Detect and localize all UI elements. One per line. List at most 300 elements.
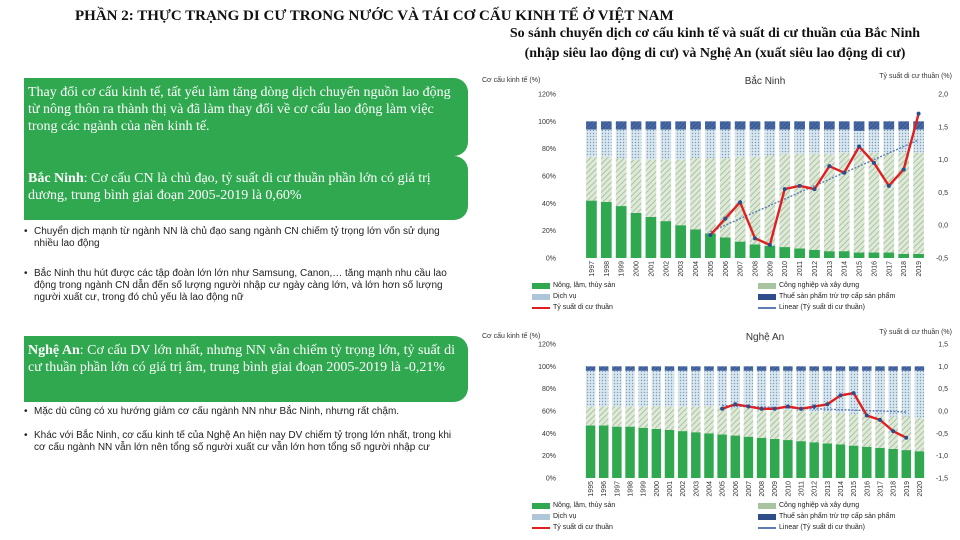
bar-industry	[854, 154, 865, 252]
x-tick-label: 2014	[838, 481, 845, 497]
legend-trend: Linear (Tỷ suất di cư thuần)	[758, 304, 865, 311]
bar-taxes	[824, 121, 835, 129]
x-tick-label: 2018	[890, 481, 898, 497]
bar-industry	[691, 407, 700, 433]
x-tick-label: 1999	[640, 481, 648, 497]
migration-point	[827, 164, 831, 168]
bar-service	[794, 130, 805, 155]
y2-tick-label: 1,0	[938, 363, 948, 371]
bar-taxes	[796, 366, 805, 370]
y2-axis-label: Tỷ suất di cư thuần (%)	[879, 73, 952, 80]
bar-industry	[652, 407, 661, 429]
bar-taxes	[717, 366, 726, 370]
bar-taxes	[599, 366, 608, 370]
y2-tick-label: 2,0	[938, 91, 948, 99]
bar-industry	[586, 407, 595, 426]
bar-industry	[915, 418, 924, 452]
nghean-bullets	[24, 406, 454, 462]
bar-taxes	[612, 366, 621, 370]
migration-point	[733, 402, 737, 406]
bacninh-name: Bắc Ninh	[28, 171, 84, 186]
y-tick-label: 20%	[541, 228, 556, 236]
legend-agri: Nông, lâm, thủy sản	[532, 502, 615, 509]
bar-industry	[678, 407, 687, 432]
bar-taxes	[625, 366, 634, 370]
bar-industry	[796, 411, 805, 441]
bar-taxes	[704, 366, 713, 370]
bar-service	[750, 130, 761, 157]
bar-agri	[665, 430, 674, 478]
y2-tick-label: 1,5	[938, 124, 948, 132]
bar-agri	[839, 251, 850, 258]
bar-service	[839, 130, 850, 153]
migration-point	[878, 418, 882, 422]
y2-tick-label: 1,5	[938, 341, 948, 349]
x-tick-label: 2005	[707, 261, 715, 277]
bar-agri	[770, 439, 779, 478]
bar-agri	[757, 438, 766, 478]
y2-tick-label: 0,0	[938, 222, 948, 230]
bar-industry	[704, 407, 713, 434]
bar-taxes	[665, 366, 674, 370]
legend-migration: Tỷ suất di cư thuần	[532, 524, 613, 531]
bar-taxes	[875, 366, 884, 370]
slide-title: PHẦN 2: THỰC TRẠNG DI CƯ TRONG NƯỚC VÀ TÁI CƠ CẤU KINH TẾ Ở VIỆT NAM	[75, 8, 674, 24]
bar-taxes	[794, 121, 805, 129]
bar-industry	[720, 158, 731, 237]
bar-agri	[915, 451, 924, 478]
bar-industry	[705, 158, 716, 233]
x-tick-label: 2016	[864, 481, 872, 497]
x-tick-label: 2016	[871, 261, 879, 277]
bar-taxes	[765, 121, 776, 129]
bar-agri	[902, 450, 911, 478]
bar-agri	[913, 254, 924, 258]
x-tick-label: 2010	[785, 481, 793, 497]
legend-service: Dịch vụ	[532, 293, 576, 300]
bar-taxes	[902, 366, 911, 370]
x-tick-label: 1997	[588, 261, 596, 277]
migration-point	[902, 167, 906, 171]
migration-point	[783, 187, 787, 191]
bar-service	[869, 130, 880, 153]
bacninh-box	[24, 156, 468, 220]
bar-agri	[875, 448, 884, 478]
bar-agri	[854, 253, 865, 258]
migration-point	[839, 393, 843, 397]
migration-point	[812, 405, 816, 409]
bar-industry	[601, 157, 612, 202]
bar-agri	[631, 213, 642, 258]
bar-taxes	[601, 121, 612, 129]
bacninh-bullet: • Chuyển dịch mạnh từ ngành NN là chủ đạo sang ngành CN chiếm tỷ trọng lớn vốn sử dụng nhiều lao động	[24, 226, 454, 250]
bar-agri	[849, 446, 858, 478]
migration-point	[786, 405, 790, 409]
bacninh-bullets	[24, 226, 454, 312]
x-tick-label: 2015	[851, 481, 859, 497]
y-tick-label: 100%	[538, 118, 556, 126]
bar-industry	[883, 153, 894, 253]
bar-service	[678, 371, 687, 407]
bar-agri	[898, 254, 909, 258]
x-tick-label: 2008	[752, 261, 760, 277]
x-tick-label: 1996	[601, 481, 609, 497]
bacninh-chart-svg	[478, 66, 960, 292]
legend-industry: Công nghiệp và xây dựng	[758, 502, 859, 509]
bar-agri	[612, 427, 621, 478]
x-tick-label: 2002	[680, 481, 688, 497]
bar-taxes	[898, 121, 909, 129]
bar-service	[631, 130, 642, 160]
bar-service	[586, 130, 597, 157]
bar-service	[824, 130, 835, 155]
bar-agri	[744, 437, 753, 478]
bar-industry	[599, 407, 608, 426]
bar-industry	[809, 154, 820, 250]
bar-industry	[616, 158, 627, 206]
x-tick-label: 2014	[841, 261, 849, 277]
bar-taxes	[883, 121, 894, 129]
x-tick-label: 2007	[737, 261, 745, 277]
x-tick-label: 2013	[824, 481, 832, 497]
bar-agri	[646, 217, 657, 258]
bar-agri	[599, 426, 608, 478]
nghean-text: : Cơ cấu DV lớn nhất, nhưng NN vẫn chiếm tỷ trọng lớn, tỷ suất di cư thuần phần lớn có giá trị âm, trung bình giai đoạn 2005-2019 là -0,21%	[28, 343, 455, 375]
migration-point	[773, 407, 777, 411]
y-tick-label: 60%	[541, 408, 556, 416]
x-tick-label: 2020	[916, 481, 924, 497]
x-tick-label: 2001	[648, 261, 656, 277]
x-tick-label: 2009	[772, 481, 780, 497]
bar-industry	[757, 409, 766, 438]
bar-service	[915, 371, 924, 418]
bar-industry	[744, 408, 753, 437]
migration-point	[768, 243, 772, 247]
bar-taxes	[836, 366, 845, 370]
x-tick-label: 2013	[826, 261, 834, 277]
bar-agri	[616, 206, 627, 258]
bar-service	[599, 371, 608, 407]
bar-taxes	[678, 366, 687, 370]
bar-agri	[794, 248, 805, 258]
bar-agri	[809, 442, 818, 478]
bar-taxes	[888, 366, 897, 370]
migration-point	[891, 429, 895, 433]
bar-service	[665, 371, 674, 407]
migration-point	[842, 171, 846, 175]
bacninh-bullet: • Bắc Ninh thu hút được các tập đoàn lớn lớn như Samsung, Canon,… tăng mạnh nhu cầu lao động trong ngành CN dẫn đến số lượng người nhập cư ngày càng lớn, và lớn hơn số lượng người xuất cư, trong đó chủ yếu là lao động nữ	[24, 268, 454, 304]
bar-service	[616, 130, 627, 159]
x-tick-label: 2010	[782, 261, 790, 277]
bar-industry	[646, 160, 657, 217]
x-tick-label: 1998	[603, 261, 611, 277]
migration-point	[760, 407, 764, 411]
bar-service	[638, 371, 647, 407]
bar-service	[675, 130, 686, 160]
bar-agri	[660, 221, 671, 258]
migration-point	[723, 217, 727, 221]
y2-tick-label: 0,5	[938, 386, 948, 394]
bar-service	[705, 130, 716, 159]
bar-service	[765, 130, 776, 156]
legend-migration: Tỷ suất di cư thuần	[532, 304, 613, 311]
bar-taxes	[720, 121, 731, 129]
intro-text: Thay đổi cơ cấu kinh tế, tất yếu làm tăng dòng dịch chuyển nguồn lao động từ nông thôn ra thành thị và đã làm thay đổi về cơ cấu lao động làm việc trong các ngành của nền kinh tế.	[28, 85, 451, 134]
bar-service	[883, 130, 894, 153]
bar-service	[720, 130, 731, 159]
bar-service	[796, 371, 805, 411]
bar-service	[888, 371, 897, 417]
bar-agri	[836, 445, 845, 479]
legend-taxes: Thuế sản phẩm trừ trợ cấp sản phẩm	[758, 513, 895, 520]
bar-taxes	[869, 121, 880, 129]
bar-industry	[638, 407, 647, 428]
x-tick-label: 2017	[877, 481, 885, 497]
y-tick-label: 80%	[541, 146, 556, 154]
bar-agri	[883, 253, 894, 258]
nghean-chart-svg	[478, 322, 960, 506]
bar-industry	[660, 160, 671, 222]
migration-point	[852, 391, 856, 395]
bar-taxes	[652, 366, 661, 370]
bar-industry	[690, 158, 701, 229]
bar-agri	[823, 443, 832, 478]
bar-agri	[704, 433, 713, 478]
nghean-bullet: • Khác với Bắc Ninh, cơ cấu kinh tế của Nghệ An hiện nay DV chiếm tỷ trọng lớn nhất, trong khi cơ cấu ngành NN vẫn lớn nên tổng số người xuất cư vẫn lớn hơn tổng số người nhập cư	[24, 430, 454, 454]
migration-point	[720, 407, 724, 411]
y2-tick-label: -0,5	[935, 430, 948, 438]
bar-service	[660, 130, 671, 160]
migration-point	[825, 402, 829, 406]
x-tick-label: 2008	[759, 481, 767, 497]
bar-agri	[888, 449, 897, 478]
bar-taxes	[849, 366, 858, 370]
migration-point	[738, 200, 742, 204]
x-tick-label: 2002	[663, 261, 671, 277]
bar-industry	[862, 414, 871, 446]
bar-industry	[735, 157, 746, 242]
migration-point	[865, 413, 869, 417]
bar-industry	[849, 414, 858, 445]
bar-taxes	[660, 121, 671, 129]
y2-axis-label: Tỷ suất di cư thuần (%)	[879, 329, 952, 336]
x-tick-label: 2006	[732, 481, 740, 497]
bar-taxes	[809, 366, 818, 370]
bar-agri	[765, 246, 776, 258]
x-tick-label: 2015	[856, 261, 864, 277]
bar-service	[875, 371, 884, 416]
x-tick-label: 1998	[627, 481, 635, 497]
y2-tick-label: -1,5	[935, 475, 948, 483]
bar-service	[717, 371, 726, 407]
migration-point	[746, 405, 750, 409]
bar-agri	[796, 441, 805, 478]
bar-taxes	[779, 121, 790, 129]
bar-taxes	[616, 121, 627, 129]
x-tick-label: 2001	[667, 481, 674, 497]
migration-point	[872, 161, 876, 165]
bar-industry	[809, 412, 818, 442]
x-tick-label: 2011	[798, 481, 806, 497]
bar-service	[779, 130, 790, 155]
y2-tick-label: 1,0	[938, 157, 948, 165]
migration-point	[812, 187, 816, 191]
bar-service	[690, 130, 701, 159]
chart-title: Bắc Ninh	[744, 76, 786, 87]
bar-service	[783, 371, 792, 410]
y-axis-label: Cơ cấu kinh tế (%)	[482, 333, 541, 340]
bar-taxes	[586, 366, 595, 370]
bar-service	[913, 130, 924, 153]
bar-taxes	[735, 121, 746, 129]
bar-agri	[783, 440, 792, 478]
intro-box	[24, 78, 468, 156]
y-axis-label: Cơ cấu kinh tế (%)	[482, 77, 541, 84]
bar-service	[704, 371, 713, 407]
x-tick-label: 2012	[811, 261, 819, 277]
bar-service	[652, 371, 661, 407]
x-tick-label: 1997	[614, 481, 622, 497]
bar-service	[735, 130, 746, 157]
bar-taxes	[675, 121, 686, 129]
bar-industry	[902, 417, 911, 451]
bar-agri	[705, 233, 716, 258]
bar-service	[744, 371, 753, 408]
x-tick-label: 2005	[719, 481, 727, 497]
bar-taxes	[586, 121, 597, 129]
bar-service	[691, 371, 700, 407]
migration-point	[917, 112, 921, 116]
x-tick-label: 2004	[693, 261, 701, 277]
bar-agri	[638, 428, 647, 478]
bar-taxes	[770, 366, 779, 370]
bar-service	[809, 130, 820, 155]
y-tick-label: 120%	[538, 91, 556, 99]
bar-taxes	[854, 121, 865, 131]
bar-agri	[779, 247, 790, 258]
bar-agri	[678, 431, 687, 478]
y2-tick-label: -1,0	[935, 453, 948, 461]
y-tick-label: 40%	[541, 200, 556, 208]
bar-service	[770, 371, 779, 410]
bar-taxes	[691, 366, 700, 370]
bar-industry	[783, 410, 792, 440]
bar-agri	[691, 432, 700, 478]
bar-agri	[731, 436, 740, 478]
bacninh-text: : Cơ cấu CN là chủ đạo, tỷ suất di cư thuần phần lớn có giá trị dương, trung bình giai đoạn 2005-2019 là 0,60%	[28, 171, 431, 203]
bacninh-chart	[478, 66, 960, 328]
bar-industry	[823, 412, 832, 443]
x-tick-label: 2018	[901, 261, 909, 277]
chart-title: Nghệ An	[745, 332, 785, 343]
bar-agri	[690, 229, 701, 258]
bar-taxes	[705, 121, 716, 129]
legend-agri: Nông, lâm, thủy sản	[532, 282, 615, 289]
bar-industry	[586, 157, 597, 201]
bar-service	[898, 130, 909, 153]
bar-agri	[750, 244, 761, 258]
bar-agri	[675, 225, 686, 258]
y2-tick-label: -0,5	[935, 255, 948, 263]
x-tick-label: 2006	[722, 261, 730, 277]
x-tick-label: 2000	[633, 261, 641, 277]
x-tick-label: 2019	[903, 481, 911, 497]
x-tick-label: 2012	[811, 481, 819, 497]
migration-point	[799, 407, 803, 411]
bar-agri	[601, 202, 612, 258]
bar-service	[625, 371, 634, 407]
bar-service	[646, 130, 657, 160]
legend-taxes: Thuế sản phẩm trừ trợ cấp sản phẩm	[758, 293, 895, 300]
y-tick-label: 60%	[541, 173, 556, 181]
bar-taxes	[839, 121, 850, 129]
bar-taxes	[646, 121, 657, 129]
bar-service	[601, 130, 612, 157]
bar-industry	[794, 154, 805, 248]
nghean-bullet: • Mặc dù cũng có xu hướng giảm cơ cấu ngành NN như Bắc Ninh, nhưng rất chậm.	[24, 406, 454, 418]
x-tick-label: 2009	[767, 261, 775, 277]
bar-industry	[731, 408, 740, 436]
bar-industry	[913, 153, 924, 254]
bar-industry	[625, 407, 634, 427]
bar-service	[836, 371, 845, 413]
bar-industry	[631, 160, 642, 213]
bar-agri	[625, 427, 634, 478]
nghean-chart	[478, 322, 960, 540]
migration-point	[857, 144, 861, 148]
bar-taxes	[631, 121, 642, 129]
legend-service: Dịch vụ	[532, 513, 576, 520]
bar-taxes	[731, 366, 740, 370]
bar-service	[586, 371, 595, 407]
bar-agri	[735, 242, 746, 258]
bar-industry	[770, 410, 779, 439]
bar-agri	[809, 250, 820, 258]
bar-taxes	[862, 366, 871, 370]
bar-taxes	[744, 366, 753, 370]
x-tick-label: 2017	[886, 261, 894, 277]
bar-agri	[586, 201, 597, 258]
bar-taxes	[783, 366, 792, 370]
x-tick-label: 2019	[916, 261, 924, 277]
bar-agri	[586, 426, 595, 478]
bar-service	[731, 371, 740, 408]
migration-point	[753, 236, 757, 240]
bar-service	[902, 371, 911, 417]
bar-service	[757, 371, 766, 409]
bar-taxes	[823, 366, 832, 370]
bar-agri	[652, 429, 661, 478]
x-tick-label: 1999	[618, 261, 626, 277]
bar-industry	[836, 413, 845, 444]
bar-taxes	[915, 366, 924, 370]
x-tick-label: 2003	[693, 481, 701, 497]
bar-service	[612, 371, 621, 407]
y2-tick-label: 0,0	[938, 408, 948, 416]
y-tick-label: 80%	[541, 386, 556, 394]
bar-industry	[665, 407, 674, 430]
y2-tick-label: 0,5	[938, 189, 948, 197]
legend-trend: Linear (Tỷ suất di cư thuần)	[758, 524, 865, 531]
comparison-title-line1: So sánh chuyển dịch cơ cấu kinh tế và suất di cư thuần của Bắc Ninh	[509, 26, 921, 41]
y-tick-label: 20%	[541, 453, 556, 461]
nghean-name: Nghệ An	[28, 343, 80, 358]
comparison-title-line2: (nhập siêu lao động di cư) và Nghệ An (xuất siêu lao động di cư)	[524, 46, 906, 61]
x-tick-label: 1995	[588, 481, 596, 497]
bar-industry	[675, 160, 686, 226]
x-tick-label: 2011	[797, 261, 805, 277]
bar-taxes	[690, 121, 701, 129]
